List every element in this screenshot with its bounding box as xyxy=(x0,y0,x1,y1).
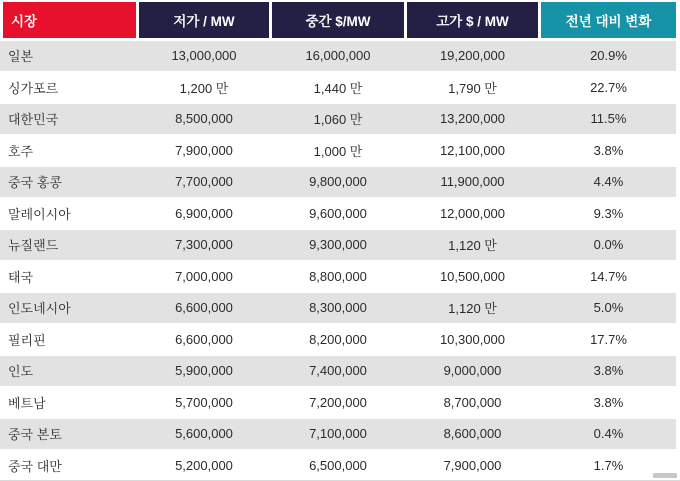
table-row[interactable] xyxy=(0,135,676,167)
mid-price-cell[interactable]: 9,800,000 xyxy=(309,174,367,190)
market-name-cell[interactable]: 일본 xyxy=(8,49,34,65)
mid-price-cell[interactable]: 8,200,000 xyxy=(309,331,367,347)
mid-price-cell[interactable]: 8,800,000 xyxy=(309,268,367,284)
yoy-change-cell[interactable]: 3.8% xyxy=(593,363,624,379)
yoy-change-cell[interactable]: 3.8% xyxy=(593,394,624,410)
table-row[interactable] xyxy=(0,387,676,419)
column-header-mid-price[interactable]: 중간 $/MW xyxy=(272,2,404,38)
table-row[interactable] xyxy=(0,229,676,261)
high-price-cell[interactable]: 8,600,000 xyxy=(443,426,502,442)
high-price-cell[interactable]: 10,500,000 xyxy=(439,268,506,284)
high-price-cell[interactable]: 10,300,000 xyxy=(439,331,506,347)
mid-price-cell[interactable]: 1,060 만 xyxy=(313,112,363,128)
yoy-change-cell[interactable]: 22.7% xyxy=(590,79,627,95)
table-body xyxy=(0,40,676,481)
yoy-change-cell[interactable]: 0.0% xyxy=(593,237,624,253)
mid-price-cell[interactable]: 16,000,000 xyxy=(305,48,371,64)
high-price-cell[interactable]: 19,200,000 xyxy=(439,48,506,64)
yoy-change-cell[interactable]: 14.7% xyxy=(590,268,627,284)
low-price-cell[interactable]: 7,900,000 xyxy=(175,142,233,158)
yoy-change-cell[interactable]: 11.5% xyxy=(590,111,627,127)
mid-price-cell[interactable]: 7,200,000 xyxy=(309,394,367,410)
market-name-cell[interactable]: 호주 xyxy=(8,143,34,159)
yoy-change-cell[interactable]: 3.8% xyxy=(593,142,624,158)
mid-price-cell[interactable]: 1,440 만 xyxy=(313,80,363,96)
market-name-cell[interactable]: 말레이시아 xyxy=(8,206,71,222)
table-row[interactable] xyxy=(0,418,676,450)
table-row[interactable] xyxy=(0,355,676,387)
column-header-high-price[interactable]: 고가 $ / MW xyxy=(407,2,538,38)
market-name-cell[interactable]: 싱가포르 xyxy=(8,80,59,96)
low-price-cell[interactable]: 8,500,000 xyxy=(175,111,233,127)
yoy-change-cell[interactable]: 9.3% xyxy=(593,205,624,221)
high-price-cell[interactable]: 7,900,000 xyxy=(443,457,502,473)
table-row[interactable] xyxy=(0,198,676,230)
low-price-cell[interactable]: 7,000,000 xyxy=(175,268,233,284)
mid-price-cell[interactable]: 7,400,000 xyxy=(309,363,367,379)
low-price-cell[interactable]: 7,300,000 xyxy=(175,237,233,253)
column-header-low-price[interactable]: 저가 / MW xyxy=(139,2,269,38)
market-name-cell[interactable]: 중국 본토 xyxy=(8,427,62,443)
high-price-cell[interactable]: 1,120 만 xyxy=(448,301,497,317)
low-price-cell[interactable]: 6,600,000 xyxy=(175,300,233,316)
market-name-cell[interactable]: 베트남 xyxy=(8,395,46,411)
column-header-yoy-change[interactable]: 전년 대비 변화 xyxy=(541,2,676,38)
mid-price-cell[interactable]: 9,300,000 xyxy=(309,237,367,253)
low-price-cell[interactable]: 5,600,000 xyxy=(175,426,233,442)
high-price-cell[interactable]: 1,790 만 xyxy=(448,80,497,96)
low-price-cell[interactable]: 5,200,000 xyxy=(175,457,233,473)
table-row[interactable] xyxy=(0,166,676,198)
table-header-row xyxy=(0,2,680,38)
table-row[interactable] xyxy=(0,324,676,356)
high-price-cell[interactable]: 11,900,000 xyxy=(440,174,505,190)
market-name-cell[interactable]: 대한민국 xyxy=(8,112,59,128)
table-row[interactable] xyxy=(0,261,676,293)
market-name-cell[interactable]: 인도네시아 xyxy=(8,301,71,317)
mid-price-cell[interactable]: 1,000 만 xyxy=(313,143,363,159)
yoy-change-cell[interactable]: 17.7% xyxy=(590,331,627,347)
low-price-cell[interactable]: 13,000,000 xyxy=(171,48,237,64)
yoy-change-cell[interactable]: 1.7% xyxy=(593,457,624,473)
high-price-cell[interactable]: 9,000,000 xyxy=(443,363,502,379)
yoy-change-cell[interactable]: 5.0% xyxy=(593,300,624,316)
low-price-cell[interactable]: 5,900,000 xyxy=(175,363,233,379)
low-price-cell[interactable]: 5,700,000 xyxy=(175,394,233,410)
high-price-cell[interactable]: 1,120 만 xyxy=(448,238,497,254)
low-price-cell[interactable]: 7,700,000 xyxy=(175,174,233,190)
low-price-cell[interactable]: 1,200 만 xyxy=(179,80,229,96)
yoy-change-cell[interactable]: 20.9% xyxy=(590,48,627,64)
column-header-market[interactable]: 시장 xyxy=(3,2,136,38)
high-price-cell[interactable]: 12,000,000 xyxy=(439,205,506,221)
yoy-change-cell[interactable]: 0.4% xyxy=(593,426,624,442)
high-price-cell[interactable]: 13,200,000 xyxy=(439,111,506,127)
market-name-cell[interactable]: 필리핀 xyxy=(8,332,46,348)
market-name-cell[interactable]: 중국 홍콩 xyxy=(8,175,62,191)
low-price-cell[interactable]: 6,600,000 xyxy=(175,331,233,347)
high-price-cell[interactable]: 8,700,000 xyxy=(443,394,502,410)
market-name-cell[interactable]: 태국 xyxy=(8,269,34,285)
mid-price-cell[interactable]: 9,600,000 xyxy=(309,205,367,221)
market-name-cell[interactable]: 중국 대만 xyxy=(8,458,62,474)
market-name-cell[interactable]: 뉴질랜드 xyxy=(8,238,59,254)
low-price-cell[interactable]: 6,900,000 xyxy=(175,205,233,221)
high-price-cell[interactable]: 12,100,000 xyxy=(439,142,506,158)
horizontal-scrollbar-thumb[interactable] xyxy=(653,473,677,478)
mid-price-cell[interactable]: 6,500,000 xyxy=(309,457,367,473)
table-row[interactable] xyxy=(0,72,676,104)
yoy-change-cell[interactable]: 4.4% xyxy=(593,174,624,190)
mid-price-cell[interactable]: 8,300,000 xyxy=(309,300,367,316)
table-row[interactable] xyxy=(0,103,676,135)
market-name-cell[interactable]: 인도 xyxy=(8,364,34,380)
table-row[interactable] xyxy=(0,450,676,481)
mid-price-cell[interactable]: 7,100,000 xyxy=(309,426,367,442)
table-row[interactable] xyxy=(0,292,676,324)
table-row[interactable] xyxy=(0,40,676,72)
